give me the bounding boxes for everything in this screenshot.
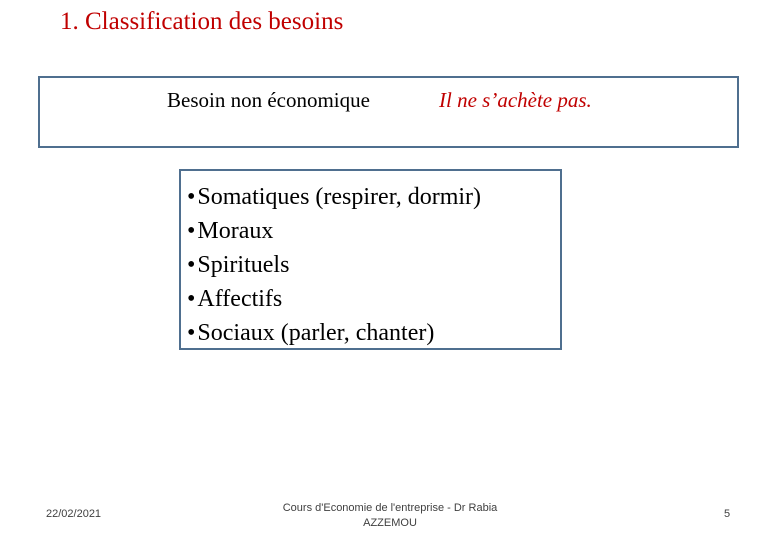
definition-box [38,76,739,148]
definition-meaning: Il ne s’achète pas. [439,88,592,112]
footer-course-line: Cours d'Economie de l'entreprise - Dr Rabia [282,502,498,514]
list-item [187,248,481,282]
needs-list [187,180,481,350]
needs-list-box [179,169,562,350]
bullet-icon: • [187,320,196,346]
list-item-text: Affectifs [197,286,283,312]
bullet-icon: • [187,252,196,278]
slide-title: 1. Classification des besoins [60,8,344,35]
list-item [187,282,481,316]
list-item-text: Somatiques (respirer, dormir) [197,184,482,210]
footer-course-info [270,501,510,531]
list-item [187,316,481,350]
bullet-icon: • [187,286,196,312]
bullet-icon: • [187,184,196,210]
list-item-text: Spirituels [197,252,290,278]
definition-term: Besoin non économique [167,88,370,112]
page-number: 5 [724,508,731,520]
list-item [187,214,481,248]
bullet-icon: • [187,218,196,244]
list-item-text: Moraux [197,218,274,244]
footer-date: 22/02/2021 [46,508,102,520]
list-item [187,180,481,214]
footer-course-author: AZZEMOU [363,517,417,529]
list-item-text: Sociaux (parler, chanter) [197,320,435,346]
